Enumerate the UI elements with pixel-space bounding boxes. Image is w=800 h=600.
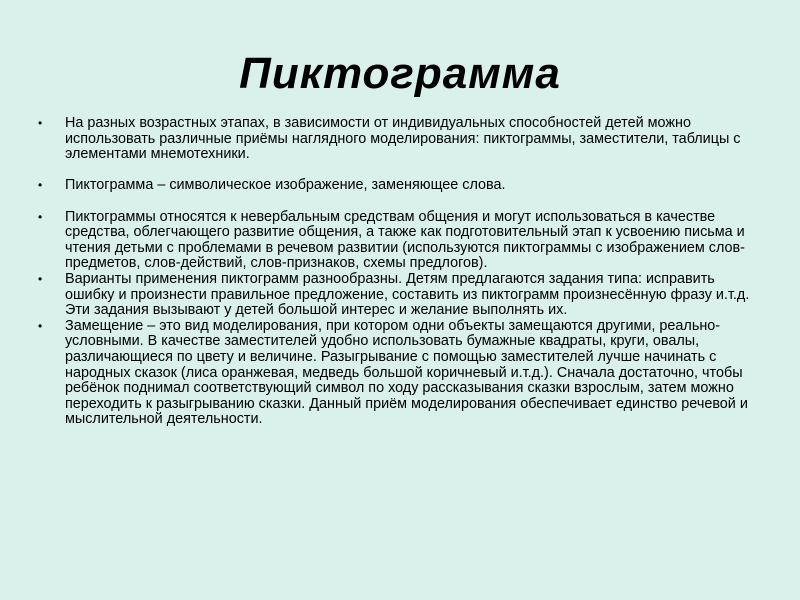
bullet-dot-icon: • bbox=[38, 271, 43, 286]
bullet-text: Замещение – это вид моделирования, при котором одни объекты замещаются другими, реально-условными. В качестве заместителей удобно использовать бумажные квадраты, круги, овалы, различающиеся по цвету и величине. Разыгрывание с помощью заместителей лучше начинать с народных сказок (лиса оранжевая, медведь большой коричневый и.т.д.). Сначала достаточно, чтобы ребёнок поднимал соответствующий символ по ходу рассказывания сказки взрослым, затем можно переходить к разыгрыванию сказки. Данный приём моделирования обеспечивает единство речевой и мыслительной деятельности. bbox=[65, 317, 748, 428]
bullet-text: Варианты применения пиктограмм разнообразны. Детям предлагаются задания типа: исправить ошибку и произнести правильное предложение, составить из пиктограмм произнесённую фразу и.т.д. Эти задания вызывают у детей большой интерес и желание выполнять их. bbox=[65, 270, 750, 319]
bullet-list bbox=[36, 116, 760, 428]
bullet-item bbox=[36, 178, 760, 194]
bullet-item bbox=[36, 116, 760, 163]
slide-title: Пиктограмма bbox=[239, 49, 561, 98]
bullet-text: Пиктограмма – символическое изображение, заменяющее слова. bbox=[65, 177, 506, 194]
bullet-text: Пиктограммы относятся к невербальным средствам общения и могут использоваться в качестве средства, облегчающего развитие общения, а также как подготовительный этап к усвоению письма и чтения детьми с проблемами в речевом развитии (используются пиктограммы с изображением слов-предметов, слов-действий, слов-признаков, схемы предлогов). bbox=[65, 208, 745, 272]
bullet-text: На разных возрастных этапах, в зависимости от индивидуальных способностей детей можно использовать различные приёмы наглядного моделирования: пиктограммы, заместители, таблицы с элементами мнемотехники. bbox=[65, 115, 741, 163]
bullet-dot-icon: • bbox=[38, 178, 43, 193]
bullet-dot-icon: • bbox=[38, 209, 43, 224]
bullet-item bbox=[36, 319, 760, 428]
bullet-item bbox=[36, 272, 760, 319]
bullet-item bbox=[36, 210, 760, 272]
bullet-dot-icon: • bbox=[38, 318, 43, 333]
bullet-dot-icon: • bbox=[38, 116, 43, 130]
